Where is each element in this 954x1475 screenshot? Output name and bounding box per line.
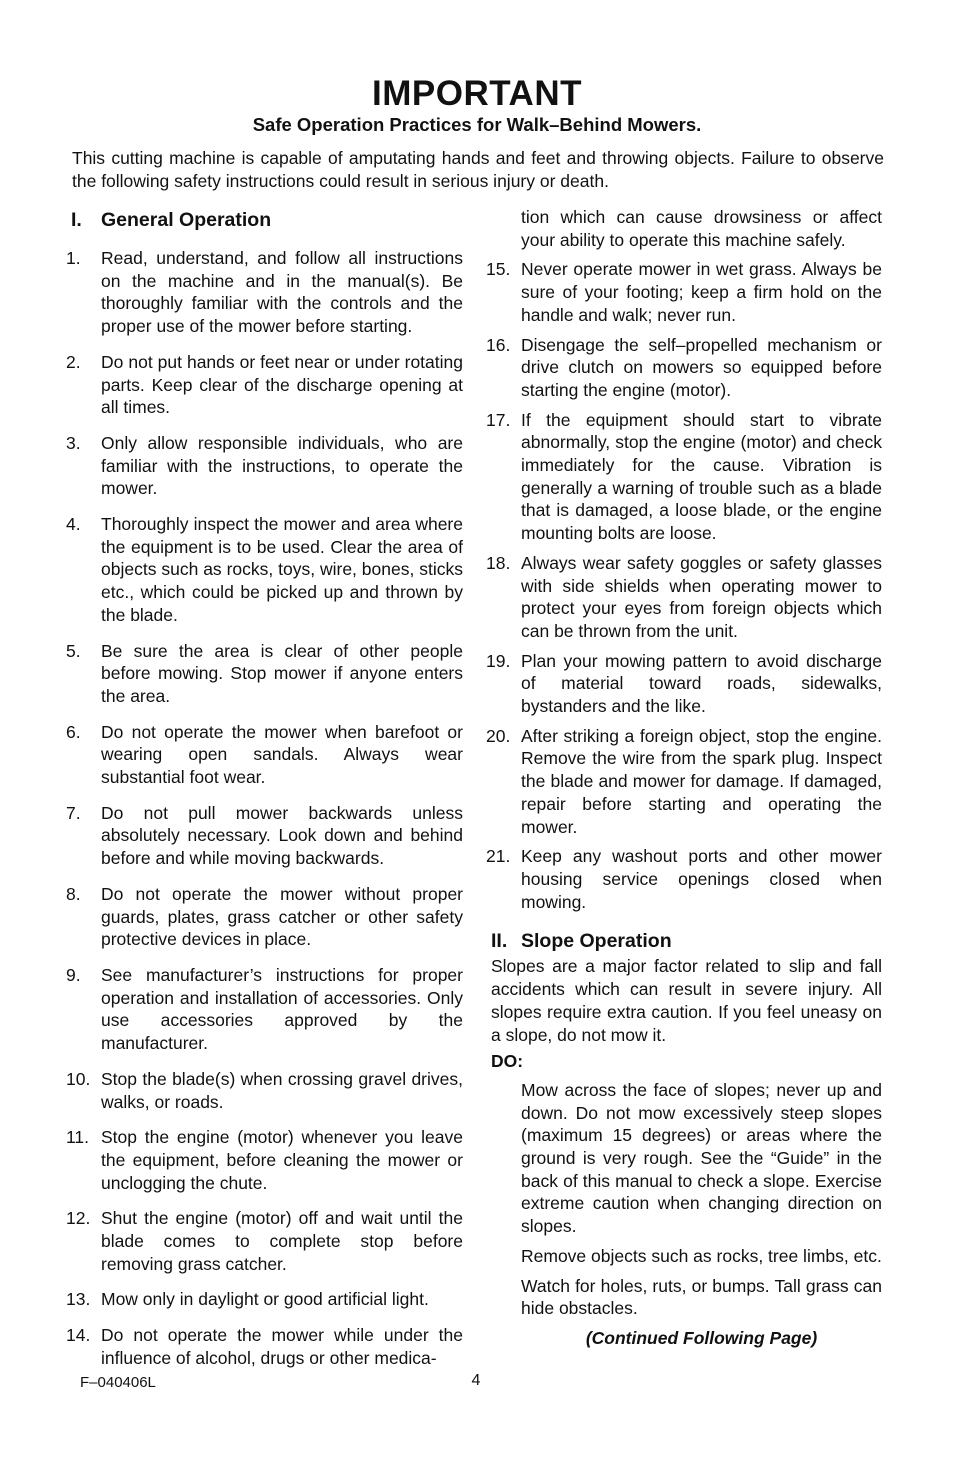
section-title: General Operation [101, 209, 272, 231]
document-code: F–040406L [80, 1374, 156, 1391]
list-item [66, 883, 463, 951]
general-list-right [486, 258, 882, 913]
list-item [66, 513, 463, 627]
list-item [66, 351, 463, 419]
item-number: 7. [66, 802, 81, 823]
section-number: I. [71, 209, 82, 231]
item-number: 2. [66, 351, 81, 372]
list-item [66, 1126, 463, 1194]
list-item [486, 258, 882, 326]
item-text: Do not pull mower backwards unless absolutely necessary. Look down and behind before and while moving backwards. [101, 802, 463, 869]
left-column [66, 206, 463, 1383]
list-item [486, 334, 882, 402]
item-text: Do not operate the mower without proper guards, plates, grass catcher or other safety protective devices in place. [101, 883, 463, 950]
slope-intro: Slopes are a major factor related to slip and fall accidents which can result in severe injury. All slopes require extra caution. If you feel uneasy on a slope, do not mow it. [491, 956, 882, 1045]
item-number: 21. [486, 846, 511, 867]
section-heading-slope [486, 927, 882, 955]
item-text: Be sure the area is clear of other people before mowing. Stop mower if anyone enters the area. [101, 640, 463, 706]
item-number: 20. [486, 725, 511, 746]
item-text: See manufacturer’s instructions for proper operation and installation of accessories. Only use accessories approved by the manufacturer. [101, 964, 463, 1054]
list-item [66, 1207, 463, 1275]
item-14-continuation: tion which can cause drowsiness or affect your ability to operate this machine safely. [521, 207, 882, 250]
item-text: Shut the engine (motor) off and wait until the blade comes to complete stop before removing grass catcher. [101, 1208, 463, 1274]
list-item [66, 247, 463, 338]
item-number: 16. [486, 334, 511, 355]
list-item [66, 640, 463, 708]
item-text: Only allow responsible individuals, who are familiar with the instructions, to operate the mower. [101, 432, 463, 499]
item-number: 9. [66, 964, 81, 985]
list-item [66, 721, 463, 789]
list-item [66, 802, 463, 870]
item-number: 13. [66, 1289, 91, 1310]
section-title: Slope Operation [521, 930, 672, 953]
continued-note: (Continued Following Page) [585, 1327, 818, 1348]
list-item [486, 845, 882, 913]
item-number: 11. [66, 1127, 90, 1148]
list-item [66, 1324, 463, 1369]
item-number: 17. [486, 409, 511, 430]
item-number: 6. [66, 721, 81, 742]
item-number: 5. [66, 640, 81, 661]
item-text: Do not operate the mower when barefoot or wearing open sandals. Always wear substantial foot wear. [101, 721, 463, 788]
item-number: 18. [486, 552, 511, 573]
section-heading-general [66, 206, 463, 234]
item-text: Keep any washout ports and other mower housing service openings closed when mowing. [521, 846, 882, 912]
item-text: After striking a foreign object, stop the engine. Remove the wire from the spark plug. Inspect the blade and mower for damage. If damaged, repair before starting and operating the mower. [521, 725, 882, 837]
item-number: 4. [66, 514, 81, 535]
item-text: Never operate mower in wet grass. Always be sure of your footing; keep a firm hold on the handle and walk; never run. [521, 259, 882, 325]
page-title: IMPORTANT [372, 74, 582, 113]
do-label: DO: [491, 1051, 524, 1072]
list-item [66, 964, 463, 1055]
intro-paragraph: This cutting machine is capable of amputating hands and feet and throwing objects. Failure to observe the following safety instructions could result in serious injury or death. [72, 148, 884, 191]
list-item [66, 1288, 463, 1311]
item-text: Read, understand, and follow all instructions on the machine and in the manual(s). Be thoroughly familiar with the controls and the proper use of the mower before starting. [101, 248, 463, 337]
list-item [66, 1068, 463, 1113]
item-text: Plan your mowing pattern to avoid discharge of material toward roads, sidewalks, bystanders and the like. [521, 650, 882, 717]
item-number: 3. [66, 432, 81, 453]
item-text: Do not put hands or feet near or under rotating parts. Keep clear of the discharge opening at all times. [101, 351, 463, 418]
list-item [486, 552, 882, 643]
list-item [486, 725, 882, 839]
item-text: Always wear safety goggles or safety glasses with side shields when operating mower to protect your eyes from foreign objects which can be thrown from the unit. [521, 552, 882, 641]
page-subtitle: Safe Operation Practices for Walk–Behind Mowers. [252, 114, 702, 135]
do-item: Mow across the face of slopes; never up and down. Do not mow excessively steep slopes (maximum 15 degrees) or areas where the ground is very rough. See the “Guide” in the back of this manual to check a slope. Exercise extreme caution when changing direction on slopes. [521, 1079, 882, 1237]
item-number: 10. [66, 1068, 91, 1089]
do-item: Watch for holes, ruts, or bumps. Tall grass can hide obstacles. [521, 1275, 882, 1319]
item-number: 19. [486, 650, 511, 671]
item-number: 15. [486, 259, 511, 280]
item-text: Stop the engine (motor) whenever you leave the equipment, before cleaning the mower or unclogging the chute. [101, 1127, 463, 1193]
item-text: If the equipment should start to vibrate abnormally, stop the engine (motor) and check immediately for the cause. Vibration is generally a warning of trouble such as a blade that is damaged, a loose blade, or the engine mounting bolts are loose. [521, 409, 882, 544]
item-number: 8. [66, 883, 81, 904]
item-text: Do not operate the mower while under the influence of alcohol, drugs or other medica- [101, 1325, 463, 1368]
item-text: Mow only in daylight or good artificial light. [101, 1289, 429, 1310]
item-number: 14. [66, 1325, 91, 1346]
section-number: II. [491, 930, 508, 953]
page-number: 4 [471, 1372, 481, 1389]
item-number: 1. [66, 248, 81, 268]
list-item [486, 650, 882, 718]
item-text: Stop the blade(s) when crossing gravel drives, walks, or roads. [101, 1068, 463, 1112]
item-text: Thoroughly inspect the mower and area where the equipment is to be used. Clear the area of objects such as rocks, toys, wire, bones, sticks etc., which could be picked up and thrown by the blade. [101, 514, 463, 625]
do-item: Remove objects such as rocks, tree limbs, etc. [521, 1245, 882, 1266]
item-text: Disengage the self–propelled mechanism or drive clutch on mowers so equipped before starting the engine (motor). [521, 334, 882, 400]
right-column [486, 206, 882, 1350]
item-number: 12. [66, 1208, 91, 1229]
general-list-left [66, 247, 463, 1370]
list-item [486, 409, 882, 545]
list-item [66, 432, 463, 500]
